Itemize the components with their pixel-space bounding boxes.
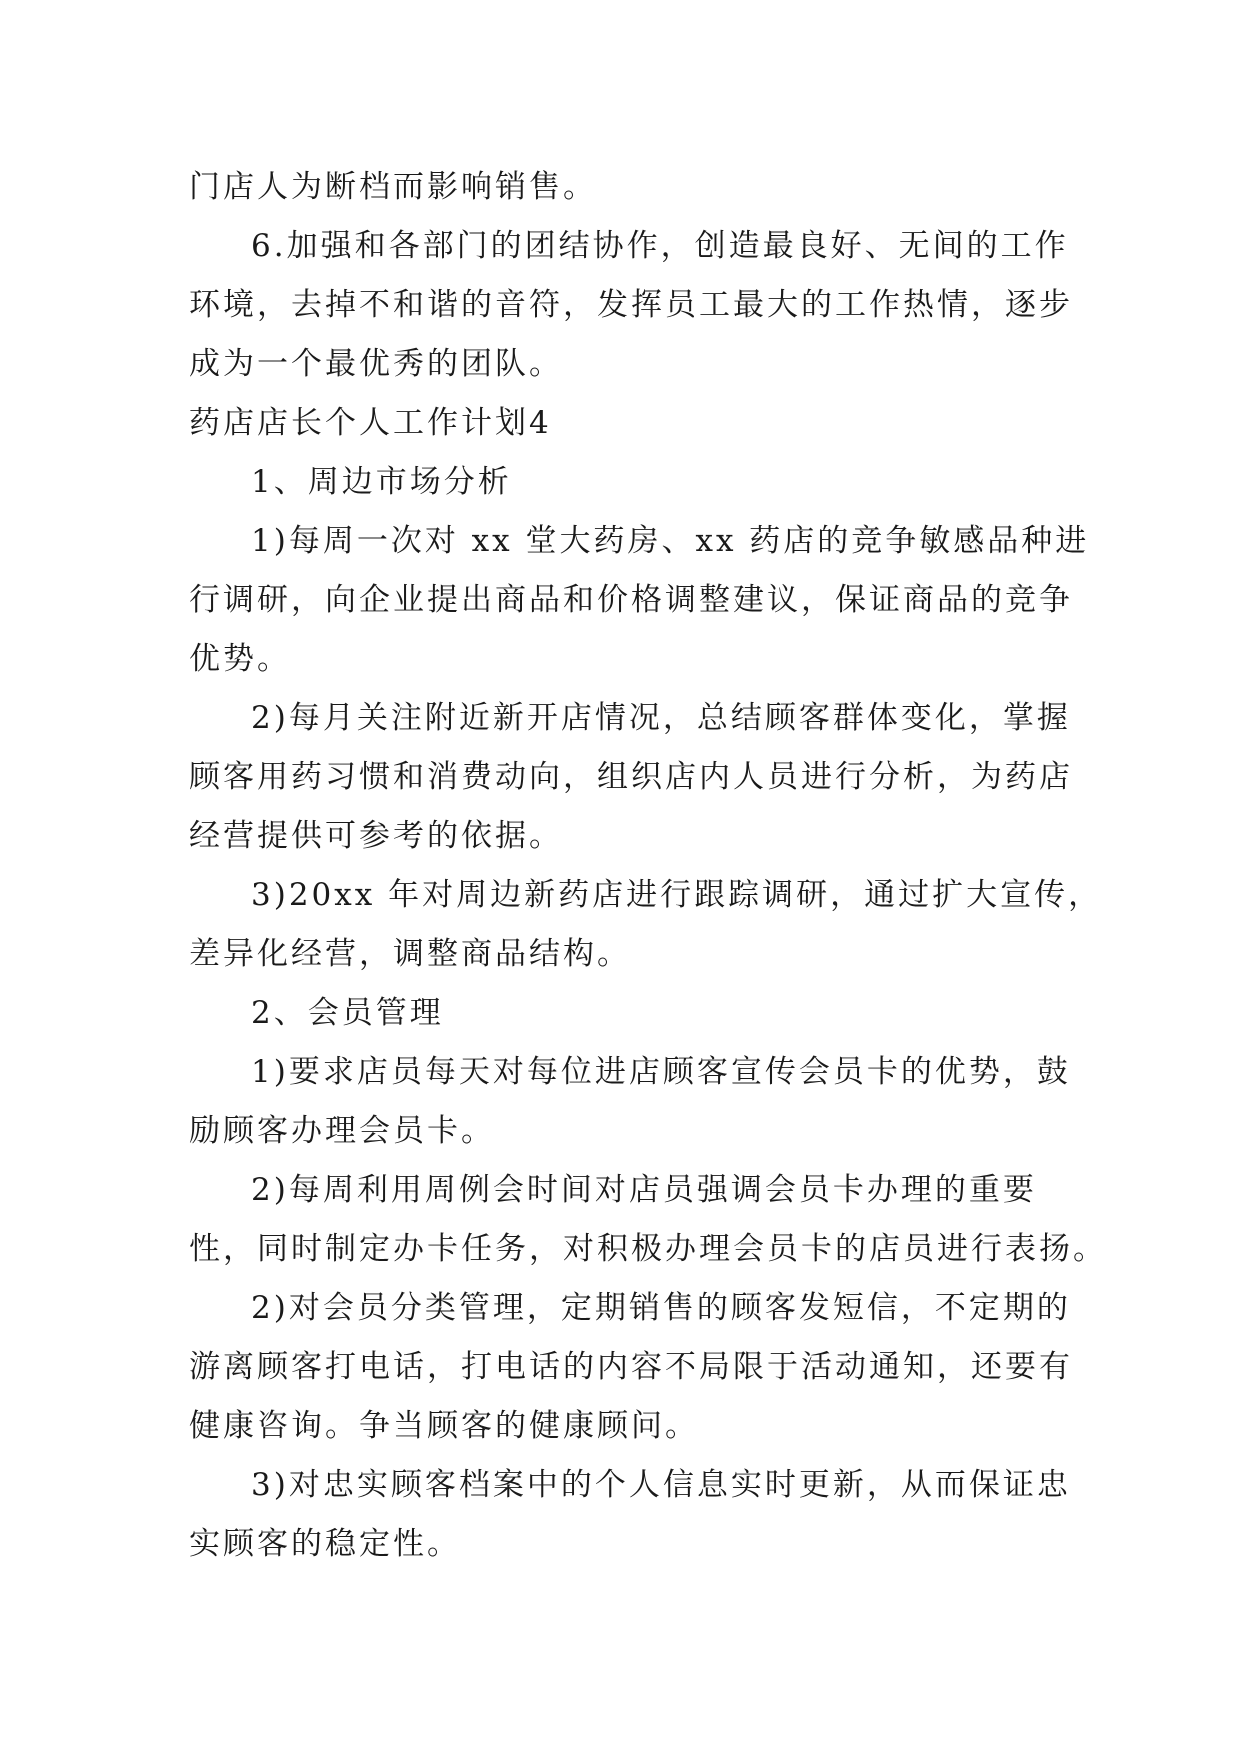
section-title: 药店店长个人工作计划4	[189, 405, 552, 441]
text-line: 行调研，向企业提出商品和价格调整建议，保证商品的竞争	[189, 582, 1073, 618]
text-line: 1)要求店员每天对每位进店顾客宣传会员卡的优势，鼓	[251, 1054, 1071, 1090]
text-line: 门店人为断档而影响销售。	[189, 169, 597, 205]
text-line: 健康咨询。争当顾客的健康顾问。	[189, 1408, 699, 1444]
text-line: 励顾客办理会员卡。	[189, 1113, 495, 1149]
heading-line: 1、周边市场分析	[251, 464, 512, 500]
text-line: 3)20xx 年对周边新药店进行跟踪调研，通过扩大宣传，	[251, 877, 1103, 913]
text-line: 3)对忠实顾客档案中的个人信息实时更新，从而保证忠	[251, 1467, 1071, 1503]
heading-line: 2、会员管理	[251, 995, 444, 1031]
text-line: 经营提供可参考的依据。	[189, 818, 563, 854]
text-line: 游离顾客打电话，打电话的内容不局限于活动通知，还要有	[189, 1349, 1073, 1385]
text-line: 2)每月关注附近新开店情况，总结顾客群体变化，掌握	[251, 700, 1071, 736]
text-line: 实顾客的稳定性。	[189, 1526, 461, 1562]
text-line: 6.加强和各部门的团结协作，创造最良好、无间的工作	[251, 228, 1069, 264]
document-body	[189, 158, 1107, 1574]
text-line: 环境，去掉不和谐的音符，发挥员工最大的工作热情，逐步	[189, 287, 1073, 323]
text-line: 差异化经营，调整商品结构。	[189, 936, 631, 972]
text-line: 1)每周一次对 xx 堂大药房、xx 药店的竞争敏感品种进	[251, 523, 1090, 559]
text-line: 2)对会员分类管理，定期销售的顾客发短信，不定期的	[251, 1290, 1071, 1326]
text-line: 性，同时制定办卡任务，对积极办理会员卡的店员进行表扬。	[189, 1231, 1107, 1267]
text-line: 优势。	[189, 641, 291, 677]
text-line: 顾客用药习惯和消费动向，组织店内人员进行分析，为药店	[189, 759, 1073, 795]
text-line: 成为一个最优秀的团队。	[189, 346, 563, 382]
text-line: 2)每周利用周例会时间对店员强调会员卡办理的重要	[251, 1172, 1037, 1208]
